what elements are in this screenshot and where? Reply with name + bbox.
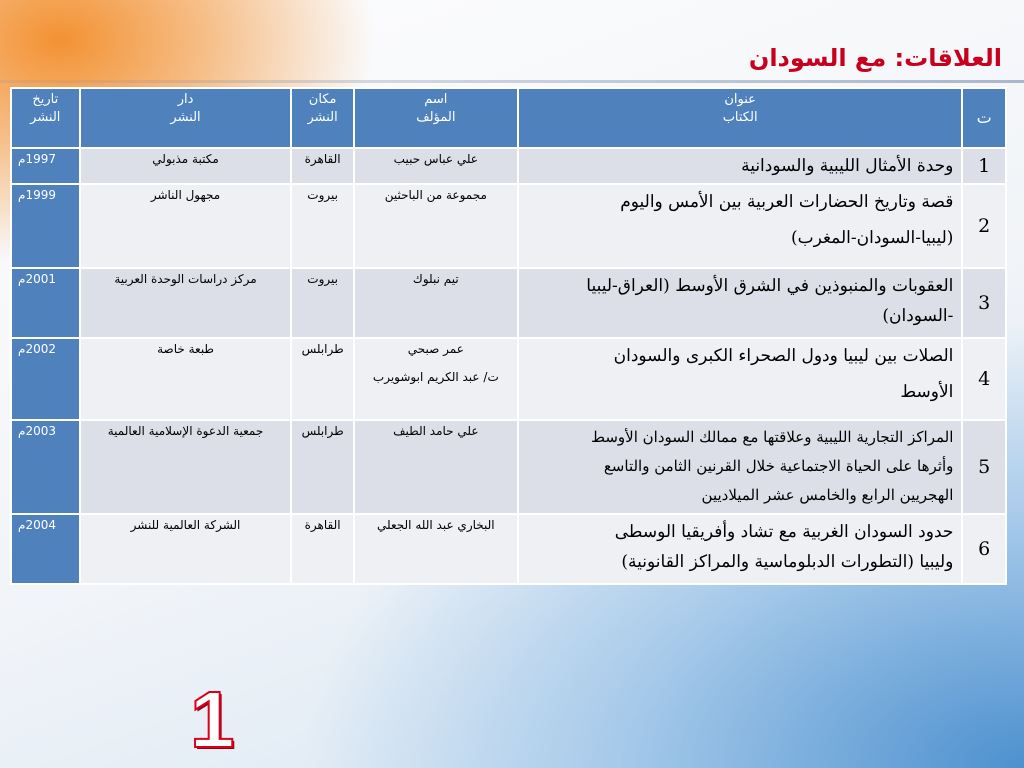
row-place: القاهرة xyxy=(291,514,353,584)
row-date: 1999م xyxy=(11,184,80,268)
header-index: ت xyxy=(962,88,1006,148)
row-publisher: طبعة خاصة xyxy=(80,338,292,420)
row-date: 2003م xyxy=(11,420,80,514)
row-index: 1 xyxy=(962,148,1006,184)
row-publisher: مجهول الناشر xyxy=(80,184,292,268)
row-index: 5 xyxy=(962,420,1006,514)
row-publisher: الشركة العالمية للنشر xyxy=(80,514,292,584)
row-index: 2 xyxy=(962,184,1006,268)
row-book-title: العقوبات والمنبوذين في الشرق الأوسط (العراق-ليبيا -السودان) xyxy=(518,268,963,338)
row-index: 6 xyxy=(962,514,1006,584)
table-row xyxy=(11,184,1006,268)
header-publisher: دار النشر xyxy=(80,88,292,148)
title-divider xyxy=(0,80,1024,83)
row-author: البخاري عبد الله الجعلي xyxy=(354,514,518,584)
row-index: 3 xyxy=(962,268,1006,338)
row-place: طرابلس xyxy=(291,420,353,514)
table-row xyxy=(11,338,1006,420)
row-place: بيروت xyxy=(291,184,353,268)
header-book-title: عنوان الكتاب xyxy=(518,88,963,148)
row-author: تيم نبلوك xyxy=(354,268,518,338)
table-row xyxy=(11,420,1006,514)
table-header-row xyxy=(11,88,1006,148)
row-author: عمر صبحي ت/ عبد الكريم ابوشويرب xyxy=(354,338,518,420)
row-place: القاهرة xyxy=(291,148,353,184)
row-publisher: مركز دراسات الوحدة العربية xyxy=(80,268,292,338)
row-author: علي عباس حبيب xyxy=(354,148,518,184)
row-book-title: قصة وتاريخ الحضارات العربية بين الأمس واليوم (ليبيا-السودان-المغرب) xyxy=(518,184,963,268)
slide-number: 1 xyxy=(190,675,235,764)
row-date: 1997م xyxy=(11,148,80,184)
row-book-title: وحدة الأمثال الليبية والسودانية xyxy=(518,148,963,184)
row-publisher: مكتبة مذبولي xyxy=(80,148,292,184)
table-row xyxy=(11,514,1006,584)
row-publisher: جمعية الدعوة الإسلامية العالمية xyxy=(80,420,292,514)
header-date: تاريخ النشر xyxy=(11,88,80,148)
row-book-title: المراكز التجارية الليبية وعلاقتها مع ممالك السودان الأوسط وأثرها على الحياة الاجتماعية خلال القرنين الثامن والتاسع الهجريين الرابع والخامس عشر الميلاديين xyxy=(518,420,963,514)
row-index: 4 xyxy=(962,338,1006,420)
header-place: مكان النشر xyxy=(291,88,353,148)
slide-title: العلاقات: مع السودان xyxy=(748,44,1002,72)
row-book-title: الصلات بين ليبيا ودول الصحراء الكبرى والسودان الأوسط xyxy=(518,338,963,420)
header-author: اسم المؤلف xyxy=(354,88,518,148)
row-book-title: حدود السودان الغربية مع تشاد وأفريقيا الوسطى وليبيا (التطورات الدبلوماسية والمراكز القانونية) xyxy=(518,514,963,584)
books-table xyxy=(10,87,1007,585)
table-row xyxy=(11,268,1006,338)
row-date: 2001م xyxy=(11,268,80,338)
row-date: 2004م xyxy=(11,514,80,584)
row-author: علي حامد الطيف xyxy=(354,420,518,514)
row-date: 2002م xyxy=(11,338,80,420)
row-place: طرابلس xyxy=(291,338,353,420)
row-author: مجموعة من الباحثين xyxy=(354,184,518,268)
row-place: بيروت xyxy=(291,268,353,338)
table-row xyxy=(11,148,1006,184)
